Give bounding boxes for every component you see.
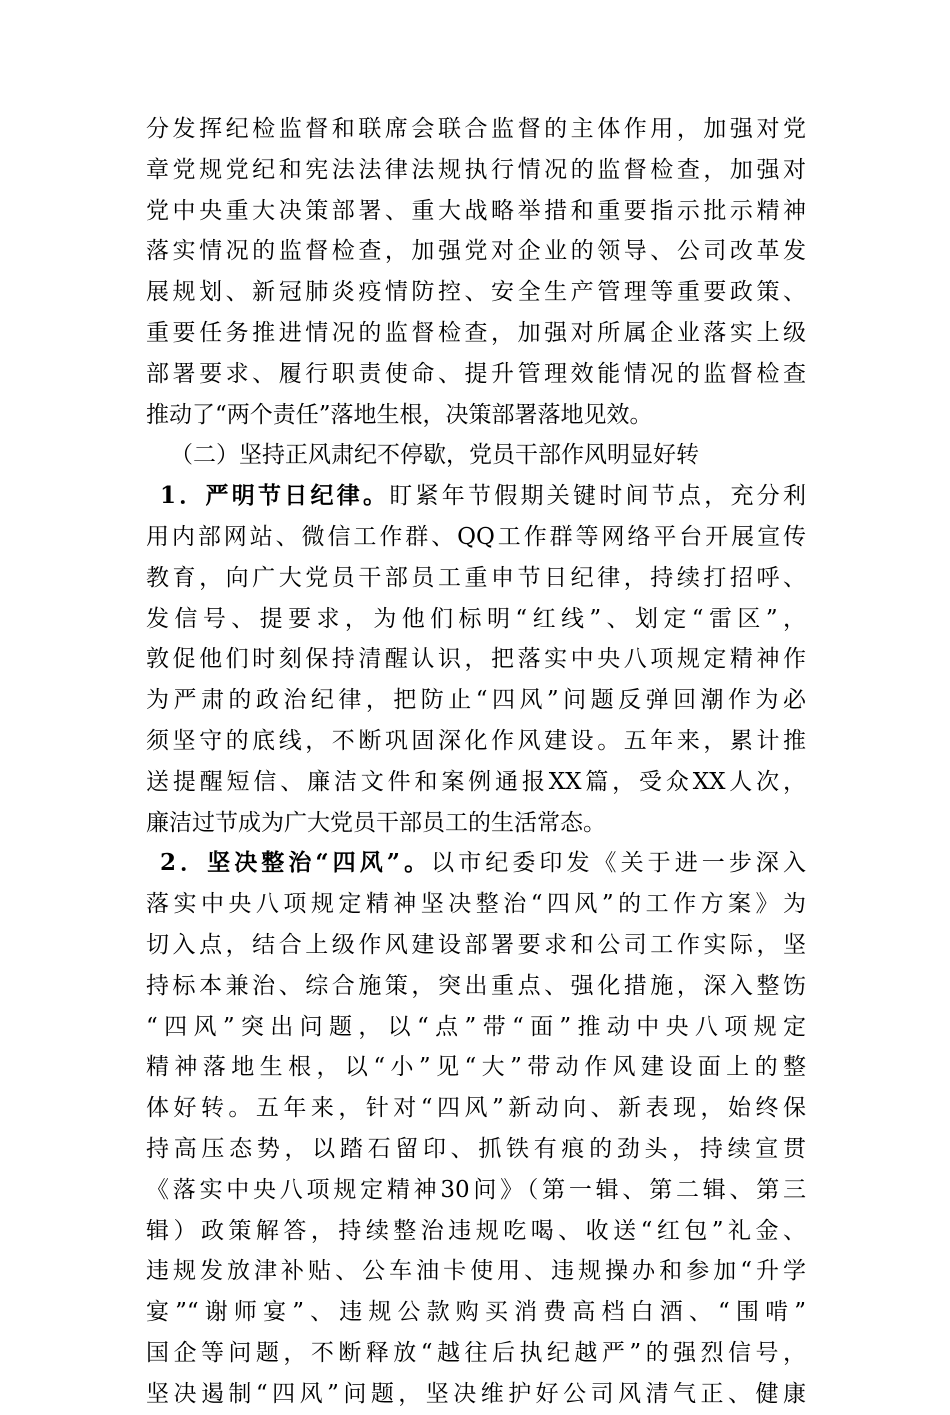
paragraph-line: 坚决遏制“四风”问题，坚决维护好公司风清气正、健康 [146, 1380, 806, 1407]
paragraph-line: 精神落地生根，以“小”见“大”带动作风建设面上的整 [146, 1054, 806, 1081]
paragraph-line: 《落实中央八项规定精神30问》（第一辑、第二辑、第三 [146, 1176, 806, 1203]
paragraph-line: 持标本兼治、综合施策，突出重点、强化措施，深入整饬 [146, 972, 806, 999]
item-text: 以市纪委印发《关于进一步深入 [431, 850, 807, 877]
section-heading: （二）坚持正风肃纪不停歇，党员干部作风明显好转 [170, 442, 699, 469]
paragraph-line: 持高压态势，以踏石留印、抓铁有痕的劲头，持续宣贯 [146, 1135, 806, 1162]
paragraph-line: 体好转。五年来，针对“四风”新动向、新表现，始终保 [146, 1095, 806, 1122]
paragraph-line: 敦促他们时刻保持清醒认识，把落实中央八项规定精神作 [146, 646, 806, 673]
item-first-line [146, 843, 806, 884]
paragraph-line: 切入点，结合上级作风建设部署要求和公司工作实际，坚 [146, 931, 806, 958]
paragraph-line: 违规发放津补贴、公车油卡使用、违规操办和参加“升学 [146, 1258, 806, 1285]
paragraph-line: 教育，向广大党员干部员工重申节日纪律，持续打招呼、 [146, 564, 806, 591]
paragraph-line: 党中央重大决策部署、重大战略举措和重要指示批示精神 [146, 197, 806, 224]
paragraph-line: 为严肃的政治纪律，把防止“四风”问题反弹回潮作为必 [146, 687, 806, 714]
item-first-line [146, 476, 806, 517]
paragraph-line: 用内部网站、微信工作群、QQ工作群等网络平台开展宣传 [146, 523, 806, 550]
paragraph-line: 发信号、提要求，为他们标明“红线”、划定“雷区”， [146, 605, 806, 632]
paragraph-line: 重要任务推进情况的监督检查，加强对所属企业落实上级 [146, 319, 806, 346]
document-body [146, 109, 806, 1415]
paragraph-line: 辑）政策解答，持续整治违规吃喝、收送“红包”礼金、 [146, 1217, 806, 1244]
paragraph-line: 部署要求、履行职责使命、提升管理效能情况的监督检查 [146, 360, 806, 387]
paragraph-line: 国企等问题，不断释放“越往后执纪越严”的强烈信号， [146, 1339, 806, 1366]
paragraph-line: 章党规党纪和宪法法律法规执行情况的监督检查，加强对 [146, 156, 806, 183]
paragraph-line: 须坚守的底线，不断巩固深化作风建设。五年来，累计推 [146, 727, 806, 754]
item-heading: 1．严明节日纪律。 [160, 482, 390, 510]
paragraph-line: 展规划、新冠肺炎疫情防控、安全生产管理等重要政策、 [146, 279, 806, 306]
item-heading: 2．坚决整治“四风”。 [160, 849, 432, 877]
paragraph-line: 宴”“谢师宴”、违规公款购买消费高档白酒、“围啃” [146, 1299, 806, 1326]
paragraph-line: 落实情况的监督检查，加强党对企业的领导、公司改革发 [146, 238, 806, 265]
item-text: 盯紧年节假期关键时间节点，充分利 [389, 483, 806, 510]
paragraph-line: 送提醒短信、廉洁文件和案例通报XX篇，受众XX人次， [146, 768, 806, 795]
paragraph-line: 落实中央八项规定精神坚决整治“四风”的工作方案》为 [146, 891, 806, 918]
paragraph-line: 推动了“两个责任”落地生根，决策部署落地见效。 [146, 401, 653, 428]
paragraph-line: 廉洁过节成为广大党员干部员工的生活常态。 [146, 809, 606, 836]
paragraph-line: “四风”突出问题，以“点”带“面”推动中央八项规定 [146, 1013, 806, 1040]
paragraph-line: 分发挥纪检监督和联席会联合监督的主体作用，加强对党 [146, 116, 806, 142]
